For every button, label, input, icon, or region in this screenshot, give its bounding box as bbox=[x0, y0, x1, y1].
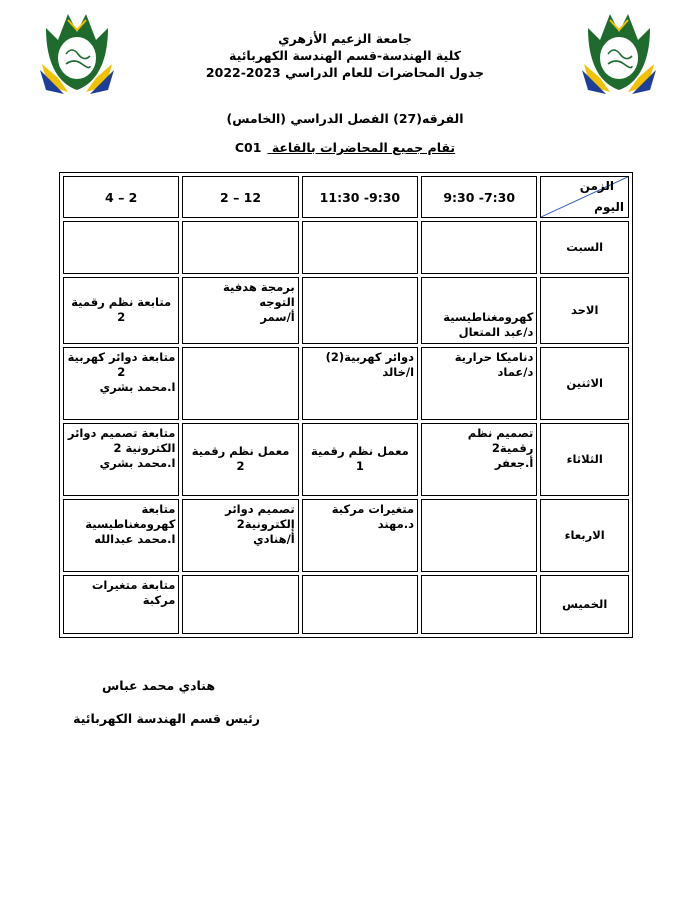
schedule-title: جدول المحاضرات للعام الدراسي 2023-2022 bbox=[205, 65, 485, 80]
hall-code: C01 bbox=[234, 140, 262, 155]
course-line: ا/خالد bbox=[382, 364, 415, 379]
course-cell bbox=[63, 575, 179, 634]
course-cell bbox=[63, 423, 179, 496]
course-cell bbox=[182, 575, 298, 634]
university-logo-left bbox=[38, 6, 116, 94]
time-slot-header: 11:30 -9:30 bbox=[302, 176, 418, 218]
time-slot-header: 4 – 2 bbox=[63, 176, 179, 218]
signatory-title: رئيس قسم الهندسة الكهربائية bbox=[73, 711, 260, 726]
course-line: أ/سمر bbox=[260, 309, 295, 324]
course-line: دوائر كهربية(2) bbox=[325, 349, 415, 364]
course-line: د.مهند bbox=[377, 516, 415, 531]
course-line: معمل نظم رقمية 2 bbox=[191, 444, 290, 474]
time-slot-header: 2 – 12 bbox=[182, 176, 298, 218]
document-header bbox=[180, 30, 510, 81]
day-cell: السبت bbox=[540, 221, 629, 274]
course-line bbox=[425, 280, 533, 295]
day-cell: الثلاثاء bbox=[540, 423, 629, 496]
course-line: ا.محمد بشري bbox=[99, 379, 176, 394]
table-row bbox=[63, 575, 629, 634]
course-line: متابعة تصميم دوائر bbox=[67, 425, 176, 440]
course-line: متغيرات مركبة bbox=[331, 501, 415, 516]
day-cell: الخميس bbox=[540, 575, 629, 634]
course-cell bbox=[302, 277, 418, 344]
course-line: أ.جعفر bbox=[494, 455, 534, 470]
course-cell bbox=[63, 499, 179, 572]
corner-time-label: الزمن bbox=[579, 179, 614, 193]
course-line: تصميم دوائر bbox=[225, 501, 295, 516]
course-line: 2 bbox=[117, 364, 126, 379]
course-line: متابعة متغيرات bbox=[91, 578, 176, 593]
university-name: جامعة الزعيم الأزهري bbox=[278, 31, 412, 46]
table-header-row bbox=[63, 176, 629, 218]
course-line: دناميكا حرارية bbox=[454, 349, 534, 364]
course-cell bbox=[182, 499, 298, 572]
university-logo-right bbox=[580, 6, 658, 94]
course-line: ا.محمد عبدالله bbox=[94, 531, 176, 546]
course-line: الكترونية 2 bbox=[113, 440, 176, 455]
course-cell bbox=[182, 221, 298, 274]
course-cell bbox=[63, 221, 179, 274]
course-line: ا.محمد بشري bbox=[99, 455, 176, 470]
course-line: د/عبد المتعال bbox=[458, 324, 534, 339]
course-line: معمل نظم رقمية 1 bbox=[311, 444, 409, 474]
course-cell bbox=[302, 499, 418, 572]
course-cell bbox=[302, 221, 418, 274]
course-cell bbox=[421, 423, 537, 496]
schedule-table bbox=[59, 172, 633, 638]
course-cell bbox=[182, 347, 298, 420]
course-cell bbox=[302, 347, 418, 420]
course-cell bbox=[421, 221, 537, 274]
course-line: كهرومغناطيسية bbox=[443, 309, 534, 324]
course-line: د/عماد bbox=[497, 364, 534, 379]
time-slot-header: 9:30 -7:30 bbox=[421, 176, 537, 218]
course-cell bbox=[421, 347, 537, 420]
table-row bbox=[63, 347, 629, 420]
corner-cell bbox=[540, 176, 629, 218]
table-row bbox=[63, 423, 629, 496]
table-row bbox=[63, 221, 629, 274]
course-cell bbox=[63, 347, 179, 420]
course-line: متابعة دوائر كهربية bbox=[67, 349, 176, 364]
batch-term: الفرقه(27) الفصل الدراسي (الخامس) bbox=[226, 111, 464, 126]
course-line: برمجة هدفية التوجه bbox=[223, 279, 295, 309]
table-row bbox=[63, 499, 629, 572]
course-line: كهرومغناطيسية bbox=[85, 516, 176, 531]
course-line: تصميم نظم bbox=[467, 425, 534, 440]
corner-day-label: اليوم bbox=[594, 200, 624, 214]
course-line: مركبة bbox=[142, 593, 176, 608]
course-cell bbox=[421, 277, 537, 344]
day-cell: الاحد bbox=[540, 277, 629, 344]
hall-note bbox=[180, 140, 510, 155]
course-line: متابعة نظم رقمية 2 bbox=[71, 295, 172, 325]
course-cell bbox=[182, 423, 298, 496]
course-line: إلكترونية2 bbox=[236, 516, 295, 531]
course-line: أ/هنادي bbox=[253, 531, 295, 546]
course-line: متابعة bbox=[141, 501, 176, 516]
course-cell bbox=[302, 575, 418, 634]
course-cell bbox=[63, 277, 179, 344]
faculty-name: كلية الهندسة-قسم الهندسة الكهربائية bbox=[229, 48, 461, 63]
course-cell bbox=[421, 575, 537, 634]
course-cell bbox=[182, 277, 298, 344]
day-cell: الاربعاء bbox=[540, 499, 629, 572]
hall-text: تقام جميع المحاضرات بالقاعة bbox=[271, 140, 456, 155]
course-cell bbox=[302, 423, 418, 496]
table-row bbox=[63, 277, 629, 344]
course-line bbox=[425, 295, 533, 310]
signatory-name: هنادي محمد عباس bbox=[102, 678, 215, 693]
course-cell bbox=[421, 499, 537, 572]
day-cell: الاثنين bbox=[540, 347, 629, 420]
course-line: رقمية2 bbox=[491, 440, 534, 455]
